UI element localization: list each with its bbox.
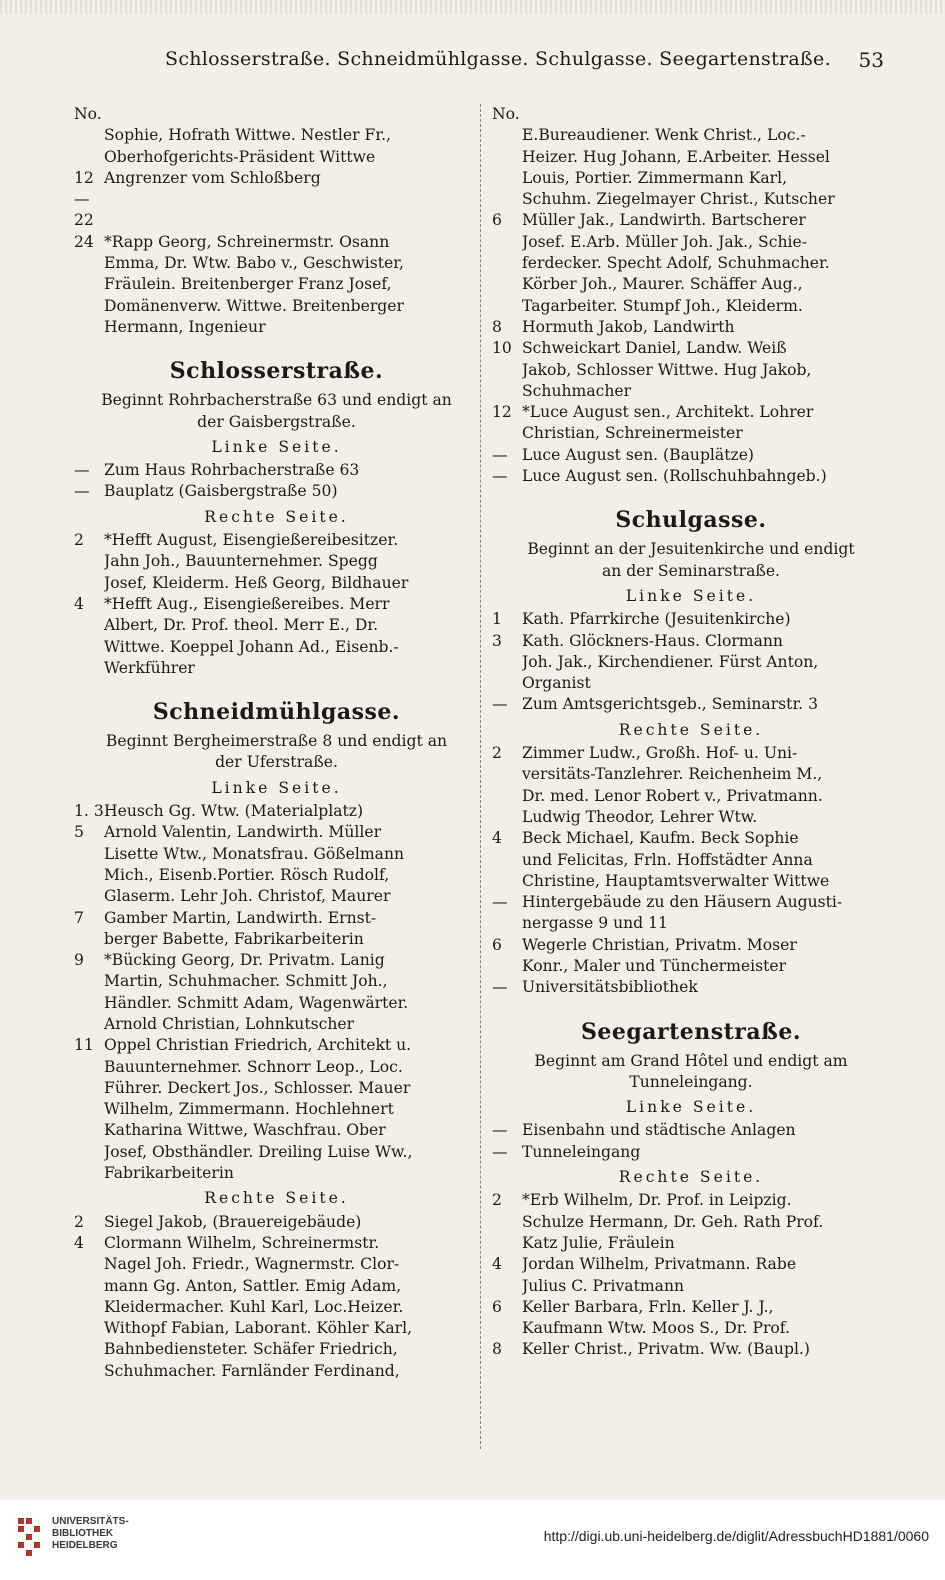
library-name-line: BIBLIOTHEK	[52, 1528, 114, 1539]
house-number: —	[492, 1142, 508, 1161]
text-line: Withopf Fabian, Laborant. Köhler Karl,	[104, 1319, 413, 1338]
text-line: Händler. Schmitt Adam, Wagenwärter.	[104, 993, 409, 1012]
house-number: —	[74, 482, 90, 501]
text-line: Schuhm. Ziegelmayer Christ., Kutscher	[522, 190, 835, 209]
library-name-line: UNIVERSITÄTS-	[52, 1516, 129, 1527]
text-line: Wegerle Christian, Privatm. Moser	[522, 935, 797, 954]
house-number: 4	[74, 594, 84, 613]
side-label: Rechte Seite.	[618, 720, 764, 739]
resident-text	[522, 125, 890, 210]
text-line: Keller Christ., Privatm. Ww. (Baupl.)	[522, 1340, 810, 1359]
text-line: Schuhmacher	[522, 381, 632, 400]
address-entry	[74, 481, 479, 502]
house-number	[74, 125, 104, 168]
house-number: —	[492, 695, 508, 714]
house-number: 7	[74, 908, 84, 927]
text-line: ferdecker. Specht Adolf, Schuhmacher.	[522, 254, 830, 273]
address-entry	[492, 609, 890, 630]
right-side-entries	[74, 1212, 479, 1382]
text-line: Körber Joh., Maurer. Schäffer Aug.,	[522, 275, 803, 294]
address-entry	[74, 950, 479, 1035]
description-line: der Gaisbergstraße.	[197, 412, 356, 431]
text-line: Schulze Hermann, Dr. Geh. Rath Prof.	[522, 1212, 824, 1231]
address-entry	[492, 1190, 890, 1254]
resident-text	[522, 828, 890, 892]
text-line: Siegel Jakob, (Brauereigebäude)	[104, 1212, 362, 1231]
house-number: 4	[74, 1233, 84, 1252]
address-entry	[74, 168, 479, 232]
text-line: Joh. Jak., Kirchendiener. Fürst Anton,	[522, 652, 819, 671]
resident-text	[104, 1035, 479, 1184]
left-column	[74, 104, 479, 1382]
section-heading: Schulgasse.	[615, 507, 767, 534]
text-line: Organist	[522, 674, 591, 693]
left-side-entries	[492, 609, 890, 715]
address-entry	[492, 1297, 890, 1340]
text-line: Gamber Martin, Landwirth. Ernst-	[104, 908, 377, 927]
house-number: 12	[492, 403, 512, 422]
section-heading: Schlosserstraße.	[169, 358, 384, 385]
description-line: Beginnt Rohrbacherstraße 63 und endigt an	[101, 391, 452, 410]
resident-text	[104, 125, 479, 168]
left-side-entries	[492, 1120, 890, 1163]
left-side-entries	[74, 460, 479, 503]
address-entry	[492, 1142, 890, 1163]
description-line: Tunneleingang.	[629, 1072, 753, 1091]
text-line: Werkführer	[104, 658, 195, 677]
text-line: Albert, Dr. Prof. theol. Merr E., Dr.	[104, 616, 379, 635]
text-line: Bahnbediensteter. Schäfer Friedrich,	[104, 1340, 398, 1359]
text-line: Louis, Portier. Zimmermann Karl,	[522, 168, 788, 187]
resident-text	[522, 1120, 890, 1141]
address-entry	[492, 1339, 890, 1360]
resident-text	[522, 338, 890, 402]
text-line: Jakob, Schlosser Wittwe. Hug Jakob,	[522, 360, 812, 379]
text-line: versitäts-Tanzlehrer. Reichenheim M.,	[522, 765, 823, 784]
text-line: Sophie, Hofrath Wittwe. Nestler Fr.,	[104, 126, 392, 145]
resident-text	[522, 1297, 890, 1340]
text-line: Universitätsbibliothek	[522, 978, 698, 997]
house-number: 8	[492, 1340, 502, 1359]
text-line: Zum Amtsgerichtsgeb., Seminarstr. 3	[522, 695, 819, 714]
address-entry	[74, 1233, 479, 1382]
address-entry	[492, 466, 890, 487]
side-label: Linke Seite.	[211, 778, 342, 797]
resident-text	[104, 801, 479, 822]
resident-text	[522, 609, 890, 630]
text-line: Schuhmacher. Farnländer Ferdinand,	[104, 1361, 400, 1380]
resident-text	[522, 935, 890, 978]
page-number: 53	[858, 48, 884, 72]
text-line: Luce August sen. (Rollschuhbahngeb.)	[522, 467, 827, 486]
side-label: Rechte Seite.	[618, 1168, 764, 1187]
left-side-entries	[74, 801, 479, 1184]
address-entry	[492, 125, 890, 210]
house-number: 10	[492, 339, 512, 358]
text-line: Lisette Wtw., Monatsfrau. Gößelmann	[104, 844, 405, 863]
text-line: Fräulein. Breitenberger Franz Josef,	[104, 275, 392, 294]
text-line: Bauunternehmer. Schnorr Leop., Loc.	[104, 1057, 403, 1076]
address-entry	[492, 1254, 890, 1297]
address-entry	[74, 822, 479, 907]
resident-text	[522, 317, 890, 338]
text-line: Josef, Obsthändler. Dreiling Luise Ww.,	[104, 1142, 413, 1161]
address-entry	[492, 977, 890, 998]
house-number: 6	[492, 935, 502, 954]
section-schlosserstrasse	[74, 358, 479, 679]
house-number: 3	[492, 631, 502, 650]
side-label: Linke Seite.	[211, 437, 342, 456]
address-entry	[492, 445, 890, 466]
house-number: 4	[492, 1255, 502, 1274]
house-number: 6	[492, 1297, 502, 1316]
resident-text	[104, 822, 479, 907]
left-intro-entries	[74, 125, 479, 338]
address-entry	[74, 460, 479, 481]
text-line: *Luce August sen., Architekt. Lohrer	[522, 403, 814, 422]
resident-text	[522, 445, 890, 466]
resident-text	[522, 1339, 890, 1360]
address-entry	[492, 317, 890, 338]
text-line: mann Gg. Anton, Sattler. Emig Adam,	[104, 1276, 402, 1295]
section-seegartenstrasse	[492, 1019, 890, 1361]
address-entry	[492, 631, 890, 695]
house-number: 1. 3	[74, 802, 104, 821]
text-line: Clormann Wilhelm, Schreinermstr.	[104, 1233, 380, 1252]
resident-text	[522, 210, 890, 316]
house-number: 2	[492, 744, 502, 763]
text-line: Mich., Eisenb.Portier. Rösch Rudolf,	[104, 865, 390, 884]
house-number: —	[492, 978, 508, 997]
page-header	[70, 48, 890, 78]
resident-text	[104, 168, 479, 232]
address-entry	[74, 125, 479, 168]
text-line: Josef, Kleiderm. Heß Georg, Bildhauer	[104, 573, 409, 592]
text-line: Oberhofgerichts-Präsident Wittwe	[104, 147, 376, 166]
address-entry	[74, 530, 479, 594]
text-line: Kaufmann Wtw. Moos S., Dr. Prof.	[522, 1319, 790, 1338]
description-line: der Uferstraße.	[215, 753, 338, 772]
resident-text	[522, 743, 890, 828]
resident-text	[104, 908, 479, 951]
house-number: 4	[492, 829, 502, 848]
text-line: Keller Barbara, Frln. Keller J. J.,	[522, 1297, 774, 1316]
section-heading: Seegartenstraße.	[580, 1018, 802, 1045]
house-number: 9	[74, 951, 84, 970]
side-label: Rechte Seite.	[204, 1189, 349, 1208]
no-label: No.	[492, 105, 520, 123]
library-name-line: HEIDELBERG	[52, 1540, 118, 1551]
text-line: Christian, Schreinermeister	[522, 424, 743, 443]
address-entry	[492, 935, 890, 978]
text-line: Wittwe. Koeppel Johann Ad., Eisenb.-	[104, 637, 399, 656]
text-line: Katharina Wittwe, Waschfrau. Ober	[104, 1121, 386, 1140]
resident-text	[522, 694, 890, 715]
text-line: Kleidermacher. Kuhl Karl, Loc.Heizer.	[104, 1297, 404, 1316]
text-line: *Erb Wilhelm, Dr. Prof. in Leipzig.	[522, 1191, 792, 1210]
address-entry	[74, 1035, 479, 1184]
resident-text	[522, 466, 890, 487]
text-line: Eisenbahn und städtische Anlagen	[522, 1121, 796, 1140]
text-line: Arnold Christian, Lohnkutscher	[104, 1014, 355, 1033]
resident-text	[104, 530, 479, 594]
text-line: *Hefft Aug., Eisengießereibes. Merr	[104, 594, 390, 613]
text-line: E.Bureaudiener. Wenk Christ., Loc.-	[522, 126, 806, 145]
text-line: Martin, Schuhmacher. Schmitt Joh.,	[104, 972, 388, 991]
right-column	[492, 104, 890, 1361]
house-number: 11	[74, 1036, 94, 1055]
right-side-entries	[492, 743, 890, 999]
text-line: Tunneleingang	[522, 1142, 641, 1161]
section-description	[492, 539, 890, 582]
text-line: Zimmer Ludw., Großh. Hof- u. Uni-	[522, 744, 798, 763]
house-number: 2	[492, 1191, 502, 1210]
text-line: Angrenzer vom Schloßberg	[104, 168, 321, 187]
house-number	[492, 125, 522, 210]
text-line: Domänenverw. Wittwe. Breitenberger	[104, 296, 404, 315]
address-entry	[74, 908, 479, 951]
address-entry	[74, 1212, 479, 1233]
text-line: Josef. E.Arb. Müller Joh. Jak., Schie-	[522, 232, 807, 251]
description-line: Beginnt an der Jesuitenkirche und endigt	[527, 540, 855, 559]
house-number: 12—22	[74, 168, 94, 230]
house-number: —	[492, 1121, 508, 1140]
text-line: und Felicitas, Frln. Hoffstädter Anna	[522, 850, 813, 869]
address-entry	[492, 743, 890, 828]
resident-text	[522, 892, 890, 935]
section-description	[74, 731, 479, 774]
section-schneidmuehlgasse	[74, 699, 479, 1382]
house-number: 2	[74, 1212, 84, 1231]
resident-text	[104, 594, 479, 679]
side-label: Linke Seite.	[625, 586, 757, 605]
text-line: *Bücking Georg, Dr. Privatm. Lanig	[104, 951, 385, 970]
address-entry	[492, 828, 890, 892]
address-entry	[74, 801, 479, 822]
text-line: Hermann, Ingenieur	[104, 317, 266, 336]
right-side-entries	[492, 1190, 890, 1360]
address-entry	[492, 892, 890, 935]
text-line: Emma, Dr. Wtw. Babo v., Geschwister,	[104, 254, 404, 273]
text-line: Christine, Hauptamtsverwalter Wittwe	[522, 871, 830, 890]
resident-text	[522, 631, 890, 695]
text-line: berger Babette, Fabrikarbeiterin	[104, 929, 364, 948]
house-number: —	[492, 893, 508, 912]
running-title: Schlosserstraße. Schneidmühlgasse. Schulgasse. Seegartenstraße.	[165, 48, 831, 70]
house-number: 1	[492, 610, 502, 629]
house-number: 8	[492, 317, 502, 336]
text-line: Kath. Glöckners-Haus. Clormann	[522, 631, 783, 650]
text-line: Führer. Deckert Jos., Schlosser. Mauer	[104, 1078, 411, 1097]
text-line: Tagarbeiter. Stumpf Joh., Kleiderm.	[522, 296, 803, 315]
text-line: *Hefft August, Eisengießereibesitzer.	[104, 531, 399, 550]
text-line: Müller Jak., Landwirth. Bartscherer	[522, 211, 806, 230]
library-name	[52, 1516, 129, 1552]
section-description	[74, 390, 479, 433]
resident-text	[104, 460, 479, 481]
text-line: Arnold Valentin, Landwirth. Müller	[104, 823, 382, 842]
address-entry	[492, 338, 890, 402]
text-line: Heizer. Hug Johann, E.Arbeiter. Hessel	[522, 147, 830, 166]
text-line: Julius C. Privatmann	[522, 1276, 685, 1295]
resident-text	[104, 1233, 479, 1382]
text-line: Jordan Wilhelm, Privatmann. Rabe	[522, 1255, 797, 1274]
text-line: Beck Michael, Kaufm. Beck Sophie	[522, 829, 799, 848]
library-footer	[0, 1500, 945, 1580]
house-number: —	[74, 461, 90, 480]
house-number: —	[492, 445, 508, 464]
text-line: *Rapp Georg, Schreinermstr. Osann	[104, 232, 390, 251]
section-description	[492, 1051, 890, 1094]
resident-text	[522, 1254, 890, 1297]
text-line: Glaserm. Lehr Joh. Christof, Maurer	[104, 887, 391, 906]
side-label: Rechte Seite.	[204, 507, 349, 526]
column-divider	[480, 104, 481, 1449]
address-entry	[492, 1120, 890, 1141]
section-heading: Schneidmühlgasse.	[152, 699, 401, 726]
address-entry	[492, 210, 890, 316]
text-line: Nagel Joh. Friedr., Wagnermstr. Clor-	[104, 1255, 400, 1274]
text-line: Schweickart Daniel, Landw. Weiß	[522, 339, 787, 358]
text-line: Hintergebäude zu den Häusern Augusti-	[522, 893, 843, 912]
resident-text	[104, 950, 479, 1035]
text-line: Heusch Gg. Wtw. (Materialplatz)	[104, 802, 364, 821]
house-number: 6	[492, 211, 502, 230]
no-label: No.	[74, 105, 102, 123]
text-line: Zum Haus Rohrbacherstraße 63	[104, 461, 360, 480]
text-line: Wilhelm, Zimmermann. Hochlehnert	[104, 1100, 394, 1119]
text-line: Konr., Maler und Tünchermeister	[522, 956, 787, 975]
right-side-entries	[74, 530, 479, 679]
text-line: Oppel Christian Friedrich, Architekt u.	[104, 1036, 412, 1055]
address-entry	[492, 694, 890, 715]
text-line: Dr. med. Lenor Robert v., Privatmann.	[522, 786, 823, 805]
text-line: Katz Julie, Fräulein	[522, 1233, 675, 1252]
address-entry	[74, 594, 479, 679]
house-number: —	[492, 467, 508, 486]
resident-text	[104, 481, 479, 502]
text-line: Bauplatz (Gaisbergstraße 50)	[104, 482, 338, 501]
resident-text	[522, 402, 890, 445]
resident-text	[104, 232, 479, 338]
text-line: nergasse 9 und 11	[522, 914, 668, 933]
description-line: an der Seminarstraße.	[601, 561, 781, 580]
description-line: Beginnt am Grand Hôtel und endigt am	[534, 1051, 848, 1070]
house-number: 5	[74, 823, 84, 842]
scan-edge	[0, 0, 945, 14]
address-entry	[74, 232, 479, 338]
right-intro-entries	[492, 125, 890, 487]
text-line: Jahn Joh., Bauunternehmer. Spegg	[104, 552, 378, 571]
resident-text	[522, 1190, 890, 1254]
text-line: Luce August sen. (Bauplätze)	[522, 445, 755, 464]
section-schulgasse	[492, 507, 890, 998]
description-line: Beginnt Bergheimerstraße 8 und endigt an	[105, 732, 448, 751]
resident-text	[104, 1212, 479, 1233]
resident-text	[522, 1142, 890, 1163]
house-number: 2	[74, 531, 84, 550]
side-label: Linke Seite.	[625, 1098, 757, 1117]
text-line: Ludwig Theodor, Lehrer Wtw.	[522, 807, 758, 826]
resident-text	[522, 977, 890, 998]
text-line: Kath. Pfarrkirche (Jesuitenkirche)	[522, 610, 791, 629]
text-line: Hormuth Jakob, Landwirth	[522, 317, 735, 336]
text-line: Fabrikarbeiterin	[104, 1164, 234, 1183]
address-entry	[492, 402, 890, 445]
source-url[interactable]: http://digi.ub.uni-heidelberg.de/diglit/AdressbuchHD1881/0060	[543, 1528, 929, 1544]
house-number: 24	[74, 232, 94, 251]
